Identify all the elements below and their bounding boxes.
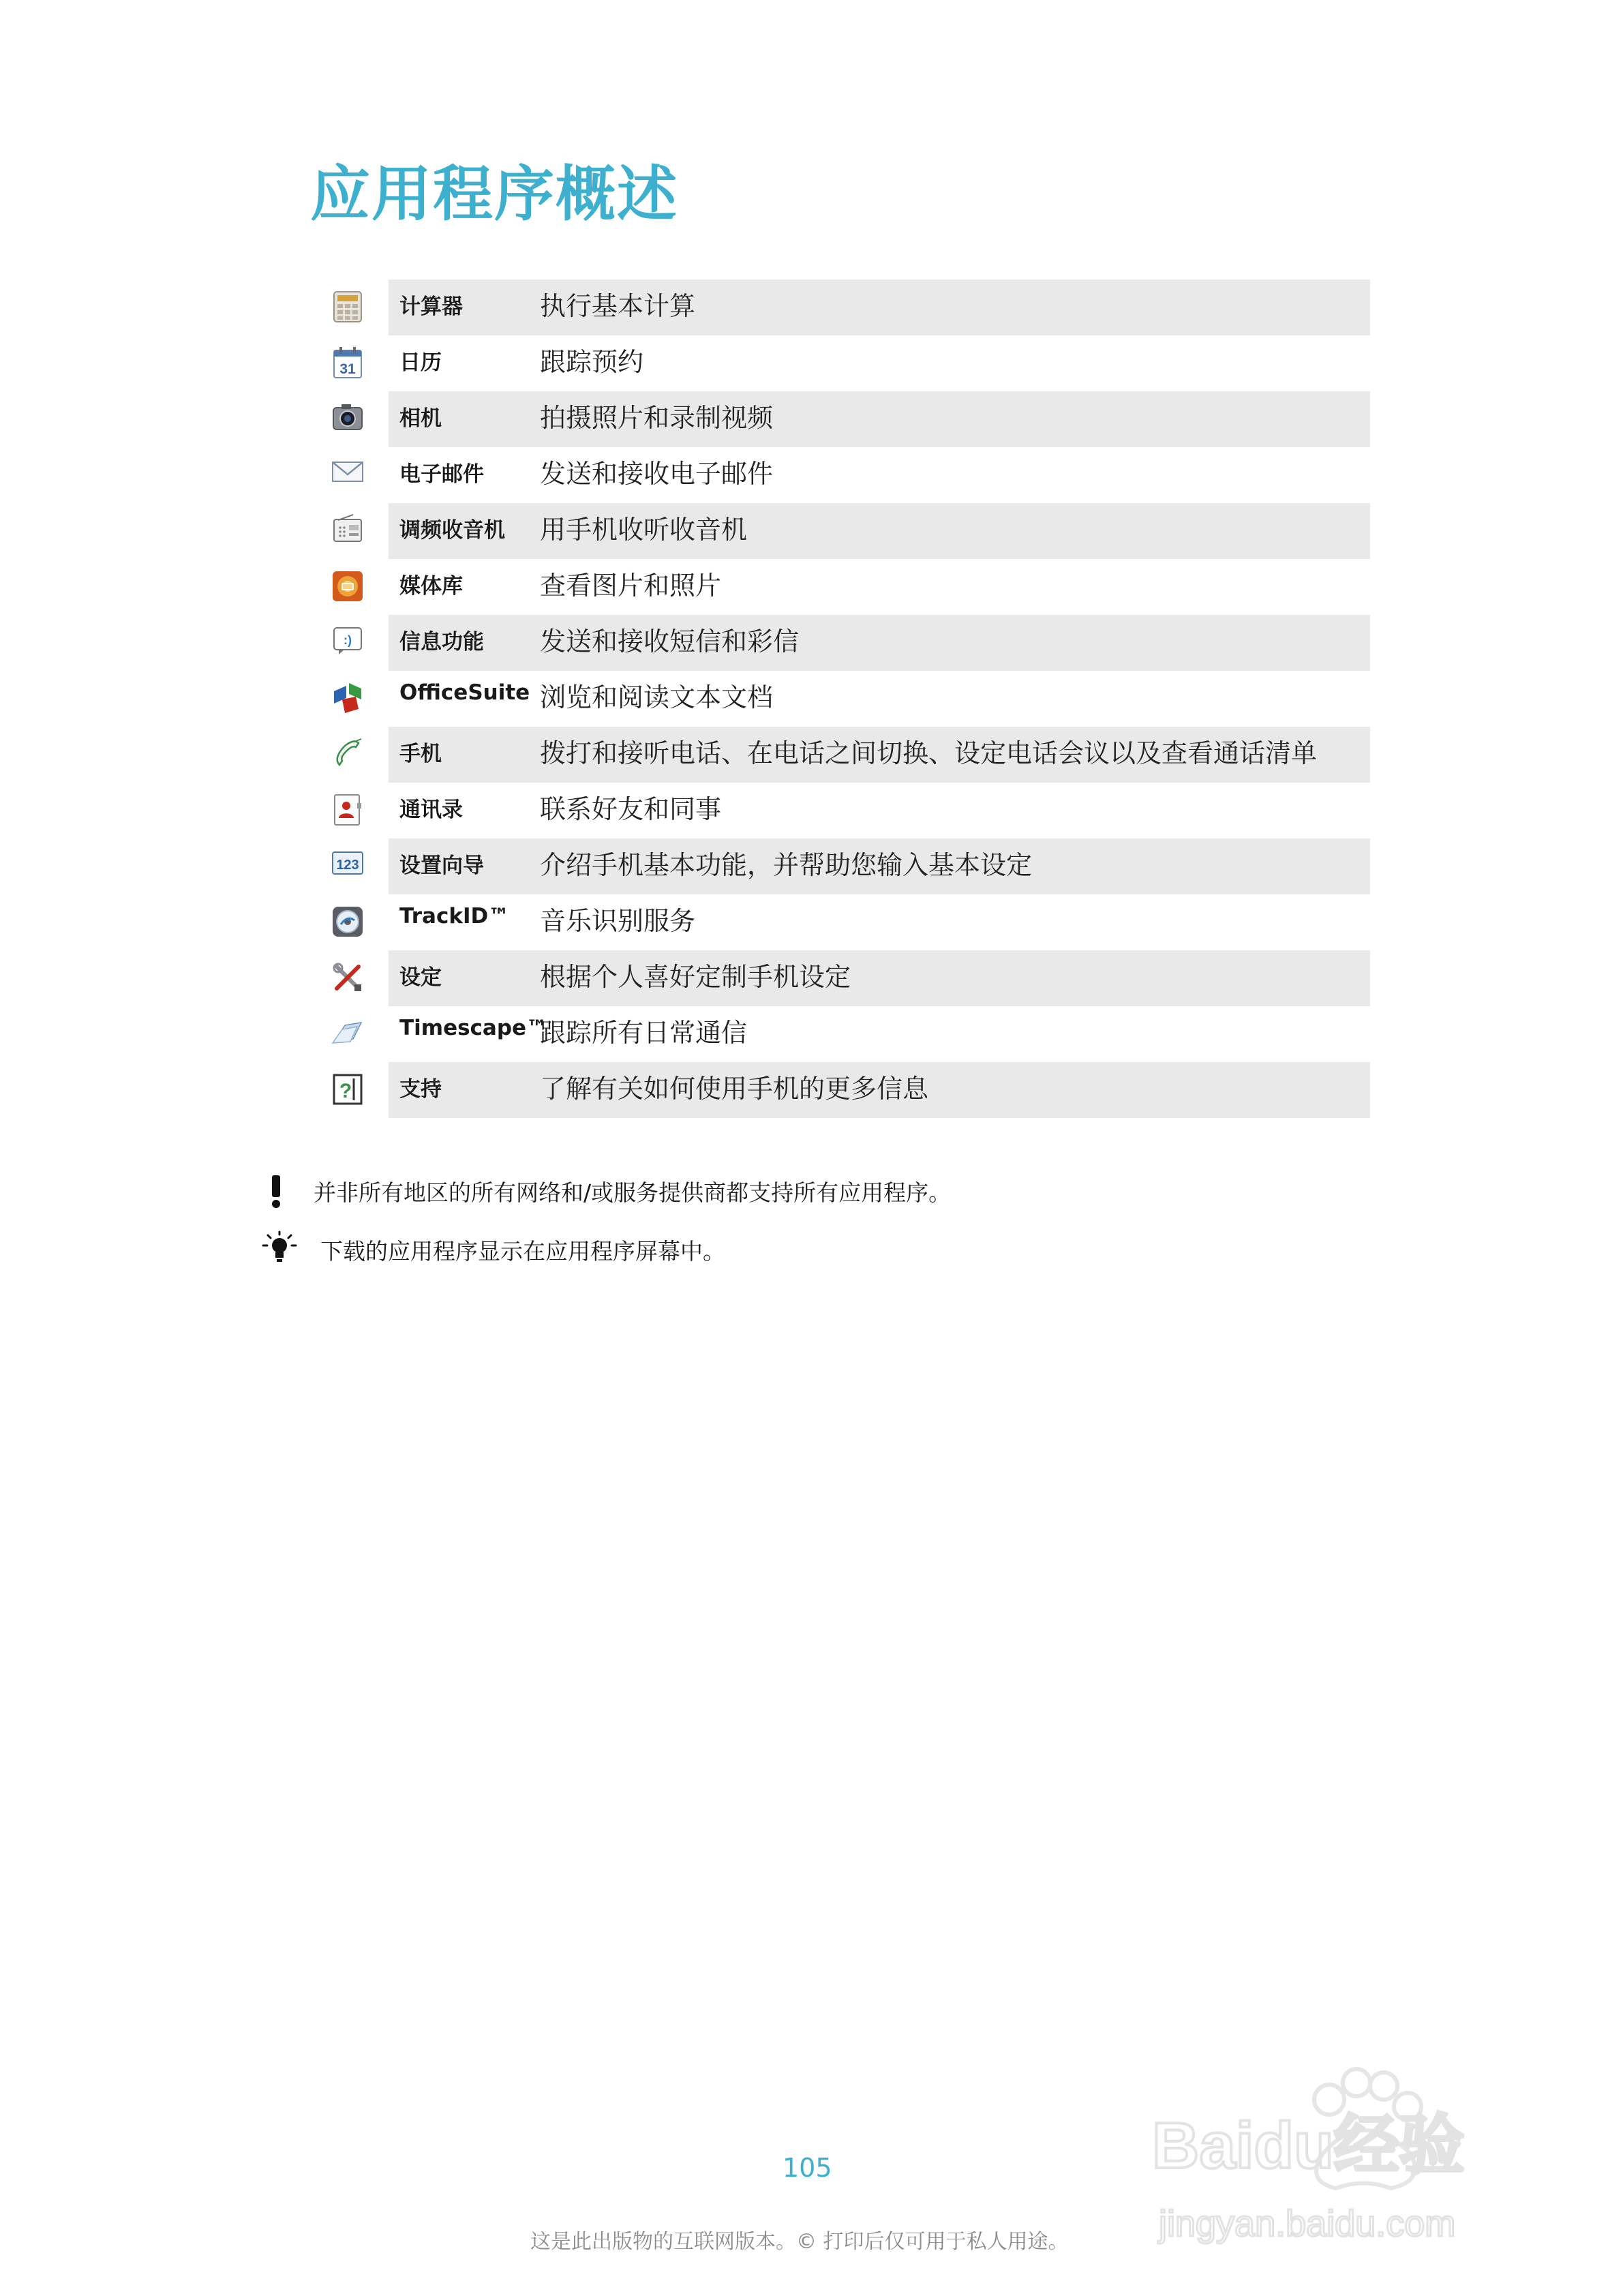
table-row xyxy=(307,839,1370,894)
trackid-icon xyxy=(307,894,389,950)
calculator-icon xyxy=(307,280,389,335)
app-description: 用手机收听收音机 xyxy=(540,515,748,545)
table-row xyxy=(307,1062,1370,1118)
watermark-url: jingyan.baidu.com xyxy=(1159,2203,1456,2244)
setup-wizard-icon xyxy=(307,839,389,894)
svg-text:?: ? xyxy=(339,1080,352,1102)
app-description: 了解有关如何使用手机的更多信息 xyxy=(540,1074,929,1104)
app-name: 手机 xyxy=(399,742,442,766)
app-description: 跟踪所有日常通信 xyxy=(540,1018,748,1048)
tip-note xyxy=(259,1230,725,1269)
app-name: 信息功能 xyxy=(399,630,484,654)
table-row xyxy=(307,1006,1370,1062)
media-library-icon xyxy=(307,559,389,615)
table-row xyxy=(307,950,1370,1006)
app-description: 联系好友和同事 xyxy=(540,794,722,824)
app-name: Timescape™ xyxy=(399,1016,548,1040)
app-name: 调频收音机 xyxy=(399,518,505,543)
tip-text: 下载的应用程序显示在应用程序屏幕中。 xyxy=(320,1237,725,1265)
app-description: 跟踪预约 xyxy=(540,347,644,377)
page-number: 105 xyxy=(783,2153,832,2183)
warning-text: 并非所有地区的所有网络和/或服务提供商都支持所有应用程序。 xyxy=(314,1179,952,1206)
table-row xyxy=(307,335,1370,391)
calendar-icon xyxy=(307,335,389,391)
table-row xyxy=(307,615,1370,671)
app-name: 支持 xyxy=(399,1077,442,1102)
table-row xyxy=(307,671,1370,727)
svg-text:31: 31 xyxy=(339,361,356,377)
app-description: 发送和接收电子邮件 xyxy=(540,459,774,489)
app-description: 拨打和接听电话、在电话之间切换、设定电话会议以及查看通话清单 xyxy=(540,738,1318,768)
app-name: 电子邮件 xyxy=(399,462,484,487)
table-row xyxy=(307,783,1370,839)
support-icon xyxy=(307,1062,389,1118)
app-description: 拍摄照片和录制视频 xyxy=(540,403,774,433)
exclamation-icon xyxy=(259,1174,293,1208)
table-row xyxy=(307,391,1370,447)
app-description: 查看图片和照片 xyxy=(540,571,722,601)
lightbulb-icon xyxy=(259,1230,300,1269)
app-name: 日历 xyxy=(399,350,442,375)
app-name: OfficeSuite xyxy=(399,680,530,705)
svg-text:123: 123 xyxy=(336,858,359,873)
app-name: 设定 xyxy=(399,965,442,990)
baidu-jingyan-watermark xyxy=(1152,2052,1561,2256)
app-name: TrackID™ xyxy=(399,904,510,928)
app-table xyxy=(307,280,1370,1118)
contacts-icon xyxy=(307,783,389,839)
table-row xyxy=(307,559,1370,615)
warning-note xyxy=(259,1174,951,1208)
table-row xyxy=(307,894,1370,950)
app-name: 相机 xyxy=(399,406,442,431)
watermark-brand: Baidu经验 xyxy=(1152,2109,1465,2182)
messaging-icon xyxy=(307,615,389,671)
page-title: 应用程序概述 xyxy=(310,159,679,229)
app-description: 介绍手机基本功能，并帮助您输入基本设定 xyxy=(540,850,1033,880)
app-description: 浏览和阅读文本文档 xyxy=(540,682,774,712)
table-row xyxy=(307,280,1370,335)
app-name: 设置向导 xyxy=(399,854,484,878)
app-description: 发送和接收短信和彩信 xyxy=(540,626,800,656)
table-row xyxy=(307,727,1370,783)
app-description: 根据个人喜好定制手机设定 xyxy=(540,962,851,992)
svg-text::): :) xyxy=(344,633,352,647)
phone-icon xyxy=(307,727,389,783)
table-row xyxy=(307,503,1370,559)
settings-icon xyxy=(307,950,389,1006)
timescape-icon xyxy=(307,1006,389,1062)
app-name: 媒体库 xyxy=(399,574,463,599)
app-name: 通讯录 xyxy=(399,798,463,822)
camera-icon xyxy=(307,391,389,447)
footer-notice: 这是此出版物的互联网版本。© 打印后仅可用于私人用途。 xyxy=(530,2230,1069,2254)
email-icon xyxy=(307,447,389,503)
app-description: 音乐识别服务 xyxy=(540,906,696,936)
radio-icon xyxy=(307,503,389,559)
app-description: 执行基本计算 xyxy=(540,291,696,321)
officesuite-icon xyxy=(307,671,389,727)
table-row xyxy=(307,447,1370,503)
app-name: 计算器 xyxy=(399,294,463,319)
